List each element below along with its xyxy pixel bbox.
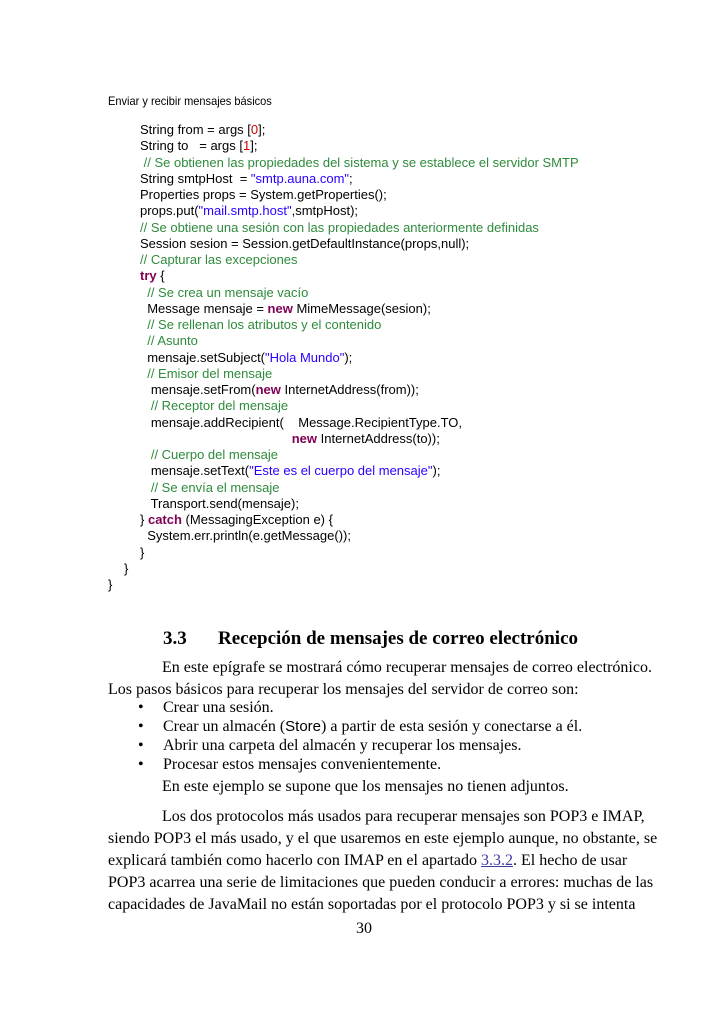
code-line: Message mensaje = new MimeMessage(sesion); bbox=[140, 300, 431, 316]
code-line: props.put("mail.smtp.host",smtpHost); bbox=[140, 203, 359, 219]
running-head: Enviar y recibir mensajes básicos bbox=[108, 94, 272, 108]
code-line: } bbox=[108, 577, 113, 592]
code-line: String to = args [1]; bbox=[140, 138, 258, 154]
section-heading bbox=[163, 628, 578, 650]
code-line: // Se envía el mensaje bbox=[140, 479, 280, 495]
code-line: try { bbox=[140, 268, 165, 284]
code-line: String smtpHost = "smtp.auna.com"; bbox=[140, 170, 353, 186]
code-line: // Emisor del mensaje bbox=[140, 365, 273, 381]
code-line: // Capturar las excepciones bbox=[140, 252, 298, 267]
code-line: mensaje.addRecipient( Message.RecipientType.TO, bbox=[140, 414, 463, 430]
section-link[interactable]: 3.3.2 bbox=[481, 852, 514, 869]
code-line: String from = args [0]; bbox=[140, 122, 266, 137]
code-line: mensaje.setSubject("Hola Mundo"); bbox=[140, 349, 353, 365]
bullet-icon: • bbox=[138, 699, 144, 716]
paragraph-adjuntos: En este ejemplo se supone que los mensajes no tienen adjuntos. bbox=[162, 778, 569, 795]
paragraph-line: capacidades de JavaMail no están soportadas por el protocolo POP3 y si se intenta bbox=[108, 896, 636, 913]
paragraph-line: explicará también como hacerlo con IMAP en el apartado 3.3.2. El hecho de usar bbox=[108, 852, 628, 869]
code-line: } bbox=[140, 544, 145, 560]
intro-line-1: En este epígrafe se mostrará cómo recuperar mensajes de correo electrónico. bbox=[162, 659, 652, 676]
section-number: 3.3 bbox=[163, 628, 187, 649]
paragraph-line: POP3 acarrea una serie de limitaciones que pueden conducir a errores: muchas de las bbox=[108, 874, 654, 891]
intro-line-2: Los pasos básicos para recuperar los mensajes del servidor de correo son: bbox=[108, 681, 579, 698]
section-title: Recepción de mensajes de correo electrónico bbox=[218, 628, 578, 649]
code-line: // Se obtienen las propiedades del sistema y se establece el servidor SMTP bbox=[140, 154, 579, 170]
code-line: new InternetAddress(to)); bbox=[291, 430, 440, 446]
code-line: Properties props = System.getProperties(); bbox=[140, 187, 387, 202]
code-line: // Cuerpo del mensaje bbox=[140, 447, 279, 462]
code-line: // Receptor del mensaje bbox=[140, 398, 289, 414]
code-line: // Asunto bbox=[140, 333, 198, 349]
code-line: // Se rellenan los atributos y el contenido bbox=[140, 317, 382, 332]
code-line: Session sesion = Session.getDefaultInstance(props,null); bbox=[140, 235, 470, 251]
page-number: 30 bbox=[356, 920, 372, 937]
bullet-icon: • bbox=[138, 718, 144, 735]
paragraph-line: siendo POP3 el más usado, y el que usaremos en este ejemplo aunque, no obstante, se bbox=[108, 830, 658, 847]
inline-code: Store bbox=[285, 718, 322, 735]
bullet-icon: • bbox=[138, 737, 144, 754]
document-page: Enviar y recibir mensajes básicos String from = args [0]; String to = args [1]; // Se obtienen las propiedades del sistema y se establece el servidor SMTP String smtpHost = "smtp.auna.com"; Properties props = System.getProperties(); props.put("mail.smtp.host",smtpHost); // Se obtiene una sesión con las propiedades anteriormente definidas Session sesion = Session.getDefaultInstance(props,null); // Capturar las excepciones try { // Se crea un mensaje vacío Message mensaje = new MimeMessage(sesion); // Se rellenan los atributos y el contenido // Asunto mensaje.setSubject("Hola Mundo"); // Emisor del mensaje mensaje.setFrom(new InternetAddress(from)); // Receptor del mensaje mensaje.addRecipient( Message.RecipientType.TO, new InternetAddress(to)); // Cuerpo del mensaje mensaje.setText("Este es el cuerpo del mensaje"); // Se envía el mensaje Transport.send(mensaje); } catch (MessagingException e) { System.err.println(e.getMessage()); } } } 3.3 Recepción de mensajes de correo electrónico En este epígrafe se mostrará cómo recuperar mensajes de correo electrónico. Los pasos básicos para recuperar los mensajes del servidor de correo son: • Crear una sesión. • Crear un almacén (Store) a partir de esta sesión y conectarse a él. • Abrir una carpeta del almacén y recuperar los mensajes. • Procesar estos mensajes convenientemente. En este ejemplo se supone que los mensajes no tienen adjuntos. Los dos protocolos más usados para recuperar mensajes son POP3 e IMAP, siendo POP3 el más usado, y el que usaremos en este ejemplo aunque, no obstante, se explicará también como hacerlo con IMAP en el apartado 3.3.2. El hecho de usar POP3 acarrea una serie de limitaciones que pueden conducir a errores: muchas de las capacidades de JavaMail no están soportadas por el protocolo POP3 y si se intenta 30 bbox=[0, 0, 728, 1029]
code-line: // Se crea un mensaje vacío bbox=[140, 284, 309, 300]
code-line: System.err.println(e.getMessage()); bbox=[140, 528, 351, 544]
code-line: } bbox=[124, 560, 129, 576]
code-line: Transport.send(mensaje); bbox=[140, 495, 299, 511]
bullet-icon: • bbox=[138, 756, 144, 773]
paragraph-line: Los dos protocolos más usados para recuperar mensajes son POP3 e IMAP, bbox=[162, 808, 645, 825]
code-line: mensaje.setFrom(new InternetAddress(from)); bbox=[140, 382, 419, 397]
code-line: mensaje.setText("Este es el cuerpo del mensaje"); bbox=[140, 463, 441, 479]
code-line: // Se obtiene una sesión con las propiedades anteriormente definidas bbox=[140, 219, 539, 235]
code-line: } catch (MessagingException e) { bbox=[140, 512, 333, 527]
